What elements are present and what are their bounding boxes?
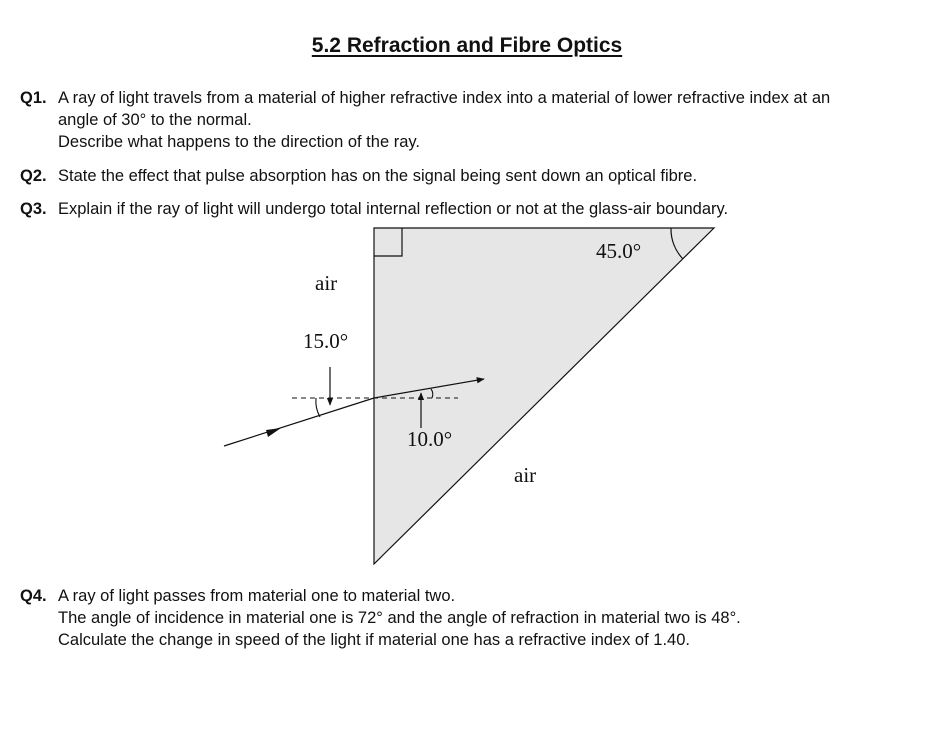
label-refraction-angle: 10.0° — [407, 427, 453, 451]
label-air-right: air — [514, 463, 537, 487]
question-text-line: State the effect that pulse absorption has on the signal being sent down an optical fibre. — [58, 167, 698, 185]
question-text-line: A ray of light travels from a material of higher refractive index into a material of lower refractive index at an — [58, 89, 831, 107]
glass-prism — [374, 228, 714, 564]
question-text-line: Calculate the change in speed of the light if material one has a refractive index of 1.40. — [58, 631, 690, 649]
incident-ray-arrow-icon — [266, 428, 281, 437]
label-prism-angle: 45.0° — [596, 239, 642, 263]
question-text-line: Explain if the ray of light will undergo total internal reflection or not at the glass-air boundary. — [58, 200, 729, 218]
incident-ray — [224, 398, 374, 446]
page-title: 5.2 Refraction and Fibre Optics — [311, 34, 623, 57]
question-text-line: angle of 30° to the normal. — [58, 111, 252, 129]
label-air-left: air — [315, 271, 338, 295]
question-text-line: A ray of light passes from material one to material two. — [58, 587, 456, 605]
label-incidence-angle: 15.0° — [303, 329, 349, 353]
question-number: Q2. — [20, 167, 47, 185]
question-number: Q3. — [20, 200, 47, 218]
question-text-line: Describe what happens to the direction of the ray. — [58, 133, 420, 151]
question-4 — [20, 585, 925, 651]
incidence-angle-arc — [316, 398, 320, 417]
question-number: Q4. — [20, 587, 47, 605]
question-text-line: The angle of incidence in material one is 72° and the angle of refraction in material two is 48°. — [58, 609, 741, 627]
question-number: Q1. — [20, 89, 47, 107]
